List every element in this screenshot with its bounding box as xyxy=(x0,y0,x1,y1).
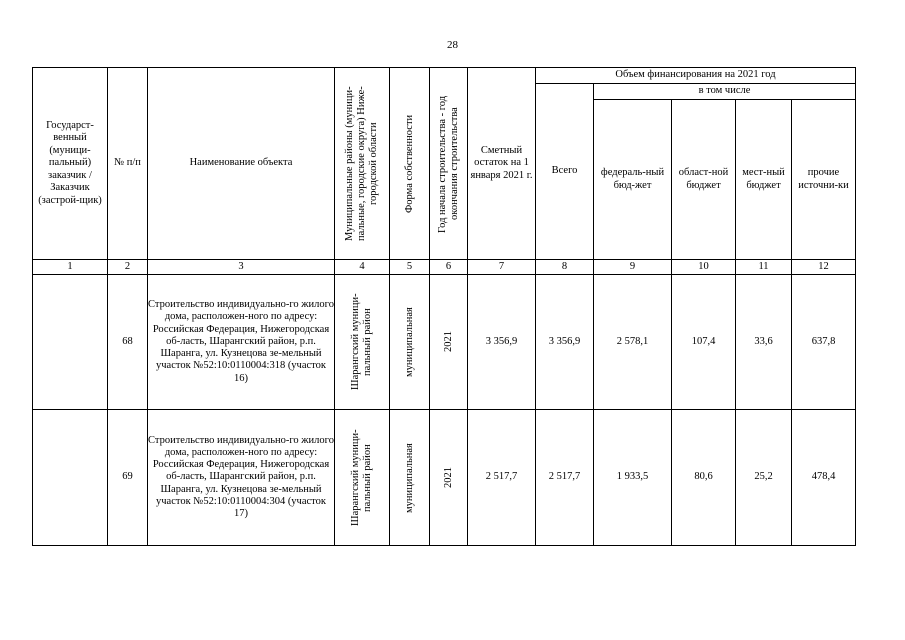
row-district xyxy=(335,275,390,410)
row-regional: 107,4 xyxy=(672,275,736,410)
header-customer: Государст-венный (муници-пальный) заказчик / Заказчик (застрой-щик) xyxy=(33,68,108,260)
column-number: 9 xyxy=(594,260,672,275)
column-number: 6 xyxy=(430,260,468,275)
row-customer xyxy=(33,275,108,410)
row-regional: 80,6 xyxy=(672,410,736,546)
row-ownership-text: муниципальная xyxy=(403,307,415,377)
row-ownership xyxy=(390,275,430,410)
row-district xyxy=(335,410,390,546)
table-row xyxy=(33,410,856,546)
page-number: 28 xyxy=(447,39,458,51)
column-number-row xyxy=(33,260,856,275)
row-number: 69 xyxy=(108,410,148,546)
row-local: 25,2 xyxy=(736,410,792,546)
column-number: 10 xyxy=(672,260,736,275)
header-total: Всего xyxy=(536,84,594,260)
header-years xyxy=(430,68,468,260)
row-estimated-balance: 2 517,7 xyxy=(468,410,536,546)
row-other: 637,8 xyxy=(792,275,856,410)
row-federal: 1 933,5 xyxy=(594,410,672,546)
column-number: 3 xyxy=(148,260,335,275)
column-number: 11 xyxy=(736,260,792,275)
header-funding-volume: Объем финансирования на 2021 год xyxy=(536,68,856,84)
row-object-name: Строительство индивидуально-го жилого дома, расположен-ного по адресу: Российская Федерация, Нижегородская об-ласть, Шарангский район, р.п. Шаранга, ул. Кузнецова зе-мельный участок №52:10:0110004:318 (участок 16) xyxy=(148,275,335,410)
row-years-text: 2021 xyxy=(442,331,454,353)
header-num: № п/п xyxy=(108,68,148,260)
row-years xyxy=(430,275,468,410)
row-customer xyxy=(33,410,108,546)
column-number: 5 xyxy=(390,260,430,275)
row-district-text: Шарангский муници-пальный район xyxy=(350,429,373,526)
header-estimated-balance: Сметный остаток на 1 января 2021 г. xyxy=(468,68,536,260)
header-ownership xyxy=(390,68,430,260)
row-total: 3 356,9 xyxy=(536,275,594,410)
row-estimated-balance: 3 356,9 xyxy=(468,275,536,410)
row-years xyxy=(430,410,468,546)
row-ownership-text: муниципальная xyxy=(403,442,415,513)
header-other: прочие источни-ки xyxy=(792,100,856,260)
row-other: 478,4 xyxy=(792,410,856,546)
column-number: 1 xyxy=(33,260,108,275)
header-ownership-text: Форма собственности xyxy=(403,114,415,213)
header-regional: област-ной бюджет xyxy=(672,100,736,260)
header-local: мест-ный бюджет xyxy=(736,100,792,260)
row-total: 2 517,7 xyxy=(536,410,594,546)
column-number: 2 xyxy=(108,260,148,275)
row-federal: 2 578,1 xyxy=(594,275,672,410)
header-federal: федераль-ный бюд-жет xyxy=(594,100,672,260)
column-number: 8 xyxy=(536,260,594,275)
table-row xyxy=(33,275,856,410)
header-districts xyxy=(335,68,390,260)
header-years-text: Год начала строительства - год окончания строительства xyxy=(436,94,460,233)
row-local: 33,6 xyxy=(736,275,792,410)
row-years-text: 2021 xyxy=(442,467,454,488)
column-number: 12 xyxy=(792,260,856,275)
row-district-text: Шарангский муници-пальный район xyxy=(350,293,373,391)
financing-table xyxy=(32,67,856,546)
header-including: в том числе xyxy=(594,84,856,100)
header-object-name: Наименование объекта xyxy=(148,68,335,260)
column-number: 7 xyxy=(468,260,536,275)
row-object-name: Строительство индивидуально-го жилого дома, расположен-ного по адресу: Российская Федерация, Нижегородская об-ласть, Шарангский район, р.п. Шаранга, ул. Кузнецова зе-мельный участок №52:10:0110004:304 (участок 17) xyxy=(148,410,335,546)
column-number: 4 xyxy=(335,260,390,275)
row-ownership xyxy=(390,410,430,546)
row-number: 68 xyxy=(108,275,148,410)
header-districts-text: Муниципальные районы (муници-пальные, городские округа) Ниже-городской области xyxy=(344,86,379,241)
